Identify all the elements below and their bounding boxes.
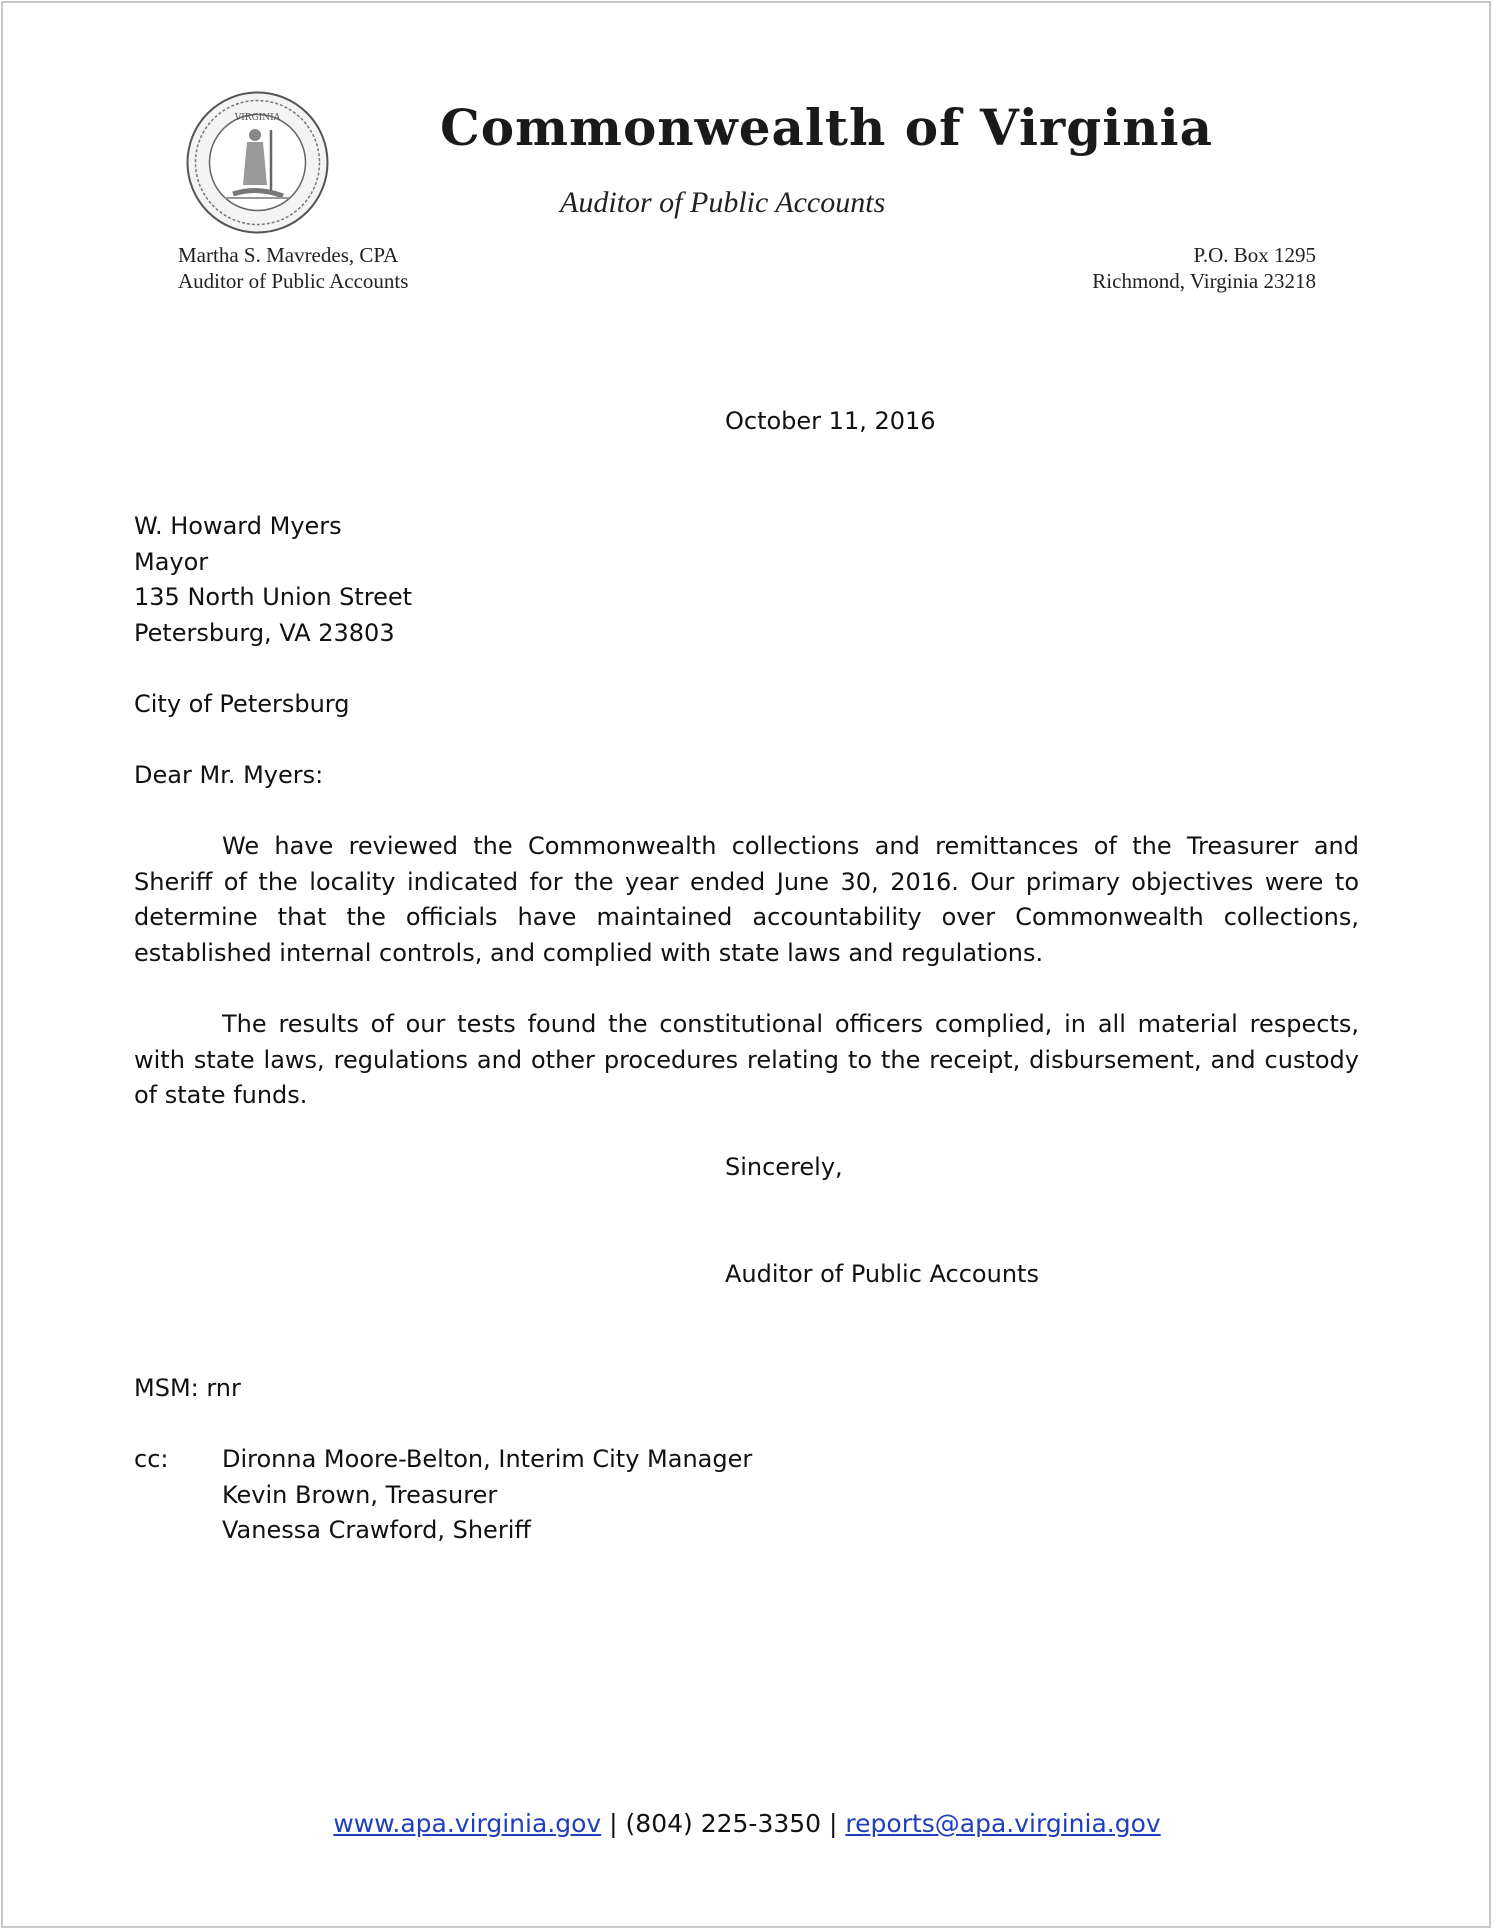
organization: City of Petersburg bbox=[134, 690, 350, 718]
closing: Sincerely, bbox=[725, 1153, 843, 1181]
virginia-seal-logo bbox=[185, 90, 330, 235]
email-link[interactable]: reports@apa.virginia.gov bbox=[845, 1809, 1161, 1838]
body-paragraph-2: The results of our tests found the constitutional officers complied, in all material respects, with state laws, regulations and other procedures relating to the receipt, disbursement, and custody of state funds. bbox=[134, 1010, 1359, 1110]
cc-recipient: Kevin Brown, Treasurer bbox=[222, 1480, 498, 1509]
letterhead-auditor-block bbox=[178, 242, 408, 294]
recipient-name: W. Howard Myers bbox=[134, 512, 342, 540]
cc-label: cc: bbox=[134, 1445, 169, 1473]
footer-separator: | bbox=[609, 1809, 618, 1838]
letterhead-title: Commonwealth of Virginia bbox=[440, 98, 1213, 157]
letterhead-address-block bbox=[1092, 242, 1316, 294]
body-paragraph-1: We have reviewed the Commonwealth collections and remittances of the Treasurer and Sheriff of the locality indicated for the year ended June 30, 2016. Our primary objectives were to determine that the officials have maintained accountability over Commonwealth collections, established internal controls, and complied with state laws and regulations. bbox=[134, 832, 1359, 967]
footer bbox=[0, 1806, 1494, 1842]
letterhead-subtitle: Auditor of Public Accounts bbox=[560, 186, 886, 219]
recipient-street: 135 North Union Street bbox=[134, 583, 413, 612]
auditor-name: Martha S. Mavredes, CPA bbox=[178, 243, 399, 267]
svg-text:VIRGINIA: VIRGINIA bbox=[234, 113, 281, 123]
city-state-zip: Richmond, Virginia 23218 bbox=[1092, 269, 1316, 293]
recipient-city: Petersburg, VA 23803 bbox=[134, 618, 395, 647]
po-box: P.O. Box 1295 bbox=[1193, 243, 1316, 267]
signer: Auditor of Public Accounts bbox=[725, 1260, 1039, 1288]
recipient-address bbox=[134, 509, 412, 651]
phone-number: (804) 225-3350 bbox=[625, 1809, 822, 1838]
auditor-title: Auditor of Public Accounts bbox=[178, 269, 409, 293]
letter-date: October 11, 2016 bbox=[725, 407, 936, 435]
recipient-title: Mayor bbox=[134, 547, 209, 576]
typist-initials: MSM: rnr bbox=[134, 1374, 241, 1402]
cc-list bbox=[222, 1442, 752, 1549]
website-link[interactable]: www.apa.virginia.gov bbox=[333, 1809, 602, 1838]
cc-recipient: Vanessa Crawford, Sheriff bbox=[222, 1516, 531, 1545]
cc-recipient: Dironna Moore-Belton, Interim City Manager bbox=[222, 1445, 753, 1473]
footer-separator: | bbox=[829, 1809, 838, 1838]
salutation: Dear Mr. Myers: bbox=[134, 761, 324, 789]
